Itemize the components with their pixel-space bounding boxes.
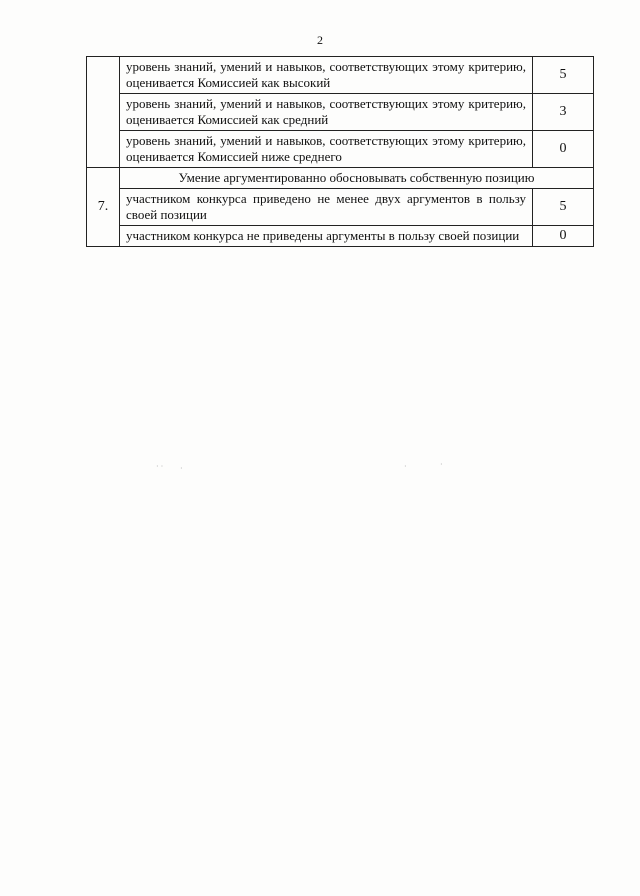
criterion-description: участником конкурса не приведены аргументы в пользу своей позиции	[120, 226, 533, 247]
table-row	[87, 94, 594, 131]
criterion-number-cell-empty	[87, 57, 120, 168]
table-row	[87, 57, 594, 94]
table-row	[87, 189, 594, 226]
table-row	[87, 131, 594, 168]
scan-speck: ·	[404, 462, 407, 471]
criterion-number: 7.	[87, 168, 120, 247]
scan-speck: ·	[180, 464, 183, 473]
criterion-description: уровень знаний, умений и навыков, соответствующих этому критерию, оценивается Комиссией как высокий	[120, 57, 533, 94]
criterion-score: 5	[533, 189, 594, 226]
criterion-score: 0	[533, 131, 594, 168]
criterion-title: Умение аргументированно обосновывать собственную позицию	[120, 168, 594, 189]
criterion-description: участником конкурса приведено не менее двух аргументов в пользу своей позиции	[120, 189, 533, 226]
criterion-description: уровень знаний, умений и навыков, соответствующих этому критерию, оценивается Комиссией как средний	[120, 94, 533, 131]
criteria-table	[86, 56, 594, 247]
criterion-score: 0	[533, 226, 594, 247]
criterion-description: уровень знаний, умений и навыков, соответствующих этому критерию, оценивается Комиссией ниже среднего	[120, 131, 533, 168]
scan-speck: · ·	[156, 462, 164, 471]
table-row	[87, 226, 594, 247]
page-number: 2	[317, 33, 323, 47]
criterion-score: 3	[533, 94, 594, 131]
scan-speck: ·	[440, 460, 443, 469]
table-row	[87, 168, 594, 189]
criterion-score: 5	[533, 57, 594, 94]
